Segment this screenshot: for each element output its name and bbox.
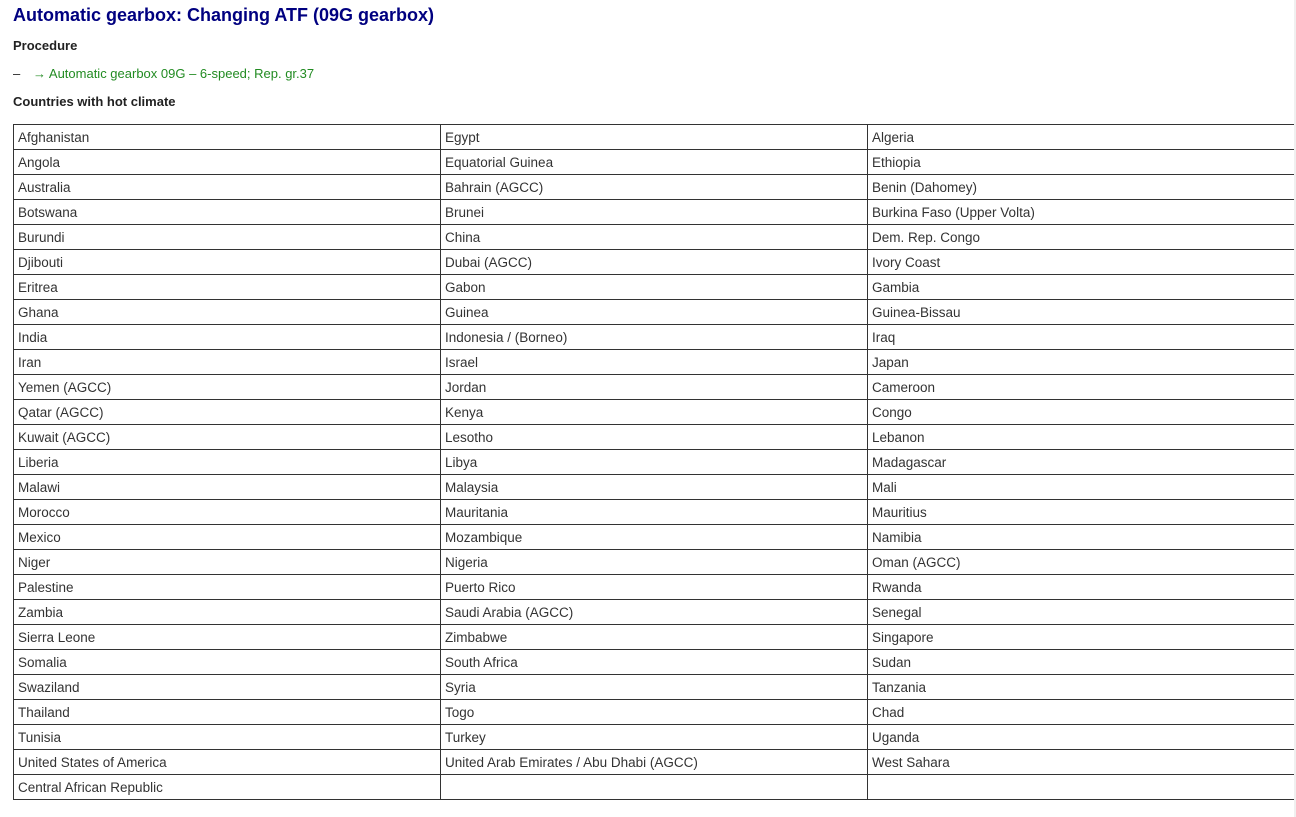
table-row	[14, 675, 1295, 700]
table-row	[14, 700, 1295, 725]
countries-heading: Countries with hot climate	[13, 94, 176, 109]
country-cell: Rwanda	[868, 575, 1295, 600]
country-cell: Mozambique	[441, 525, 868, 550]
table-row	[14, 150, 1295, 175]
table-row	[14, 350, 1295, 375]
table-row	[14, 225, 1295, 250]
country-cell: Saudi Arabia (AGCC)	[441, 600, 868, 625]
country-cell: Lesotho	[441, 425, 868, 450]
country-cell: Liberia	[14, 450, 441, 475]
table-row	[14, 375, 1295, 400]
country-cell: Senegal	[868, 600, 1295, 625]
country-cell: Chad	[868, 700, 1295, 725]
gearbox-repair-reference-link[interactable]: → Automatic gearbox 09G – 6-speed; Rep. gr.37	[33, 66, 315, 81]
country-cell: Togo	[441, 700, 868, 725]
table-row	[14, 550, 1295, 575]
procedure-step	[13, 66, 1294, 82]
country-cell: Mauritius	[868, 500, 1295, 525]
table-row	[14, 600, 1295, 625]
country-cell: United States of America	[14, 750, 441, 775]
country-cell: Palestine	[14, 575, 441, 600]
country-cell: Congo	[868, 400, 1295, 425]
table-row	[14, 650, 1295, 675]
country-cell: Oman (AGCC)	[868, 550, 1295, 575]
country-cell: Zambia	[14, 600, 441, 625]
table-row	[14, 725, 1295, 750]
country-cell: Mauritania	[441, 500, 868, 525]
country-cell: Puerto Rico	[441, 575, 868, 600]
country-cell: United Arab Emirates / Abu Dhabi (AGCC)	[441, 750, 868, 775]
table-row	[14, 450, 1295, 475]
table-row	[14, 500, 1295, 525]
country-cell: Thailand	[14, 700, 441, 725]
country-cell: Bahrain (AGCC)	[441, 175, 868, 200]
country-cell: Egypt	[441, 125, 868, 150]
country-cell: Mexico	[14, 525, 441, 550]
country-cell: Lebanon	[868, 425, 1295, 450]
table-row	[14, 400, 1295, 425]
country-cell: Qatar (AGCC)	[14, 400, 441, 425]
country-cell: Libya	[441, 450, 868, 475]
country-cell: Jordan	[441, 375, 868, 400]
country-cell: Burundi	[14, 225, 441, 250]
country-cell: Algeria	[868, 125, 1295, 150]
country-cell: Equatorial Guinea	[441, 150, 868, 175]
table-row	[14, 425, 1295, 450]
country-cell: Zimbabwe	[441, 625, 868, 650]
countries-table	[13, 124, 1295, 800]
country-cell: Nigeria	[441, 550, 868, 575]
country-cell: Uganda	[868, 725, 1295, 750]
country-cell: Iran	[14, 350, 441, 375]
country-cell: Australia	[14, 175, 441, 200]
table-row	[14, 325, 1295, 350]
country-cell: Singapore	[868, 625, 1295, 650]
country-cell: Afghanistan	[14, 125, 441, 150]
country-cell: Sudan	[868, 650, 1295, 675]
country-cell: Ethiopia	[868, 150, 1295, 175]
country-cell: Eritrea	[14, 275, 441, 300]
table-row	[14, 175, 1295, 200]
country-cell: West Sahara	[868, 750, 1295, 775]
table-row	[14, 275, 1295, 300]
country-cell: Namibia	[868, 525, 1295, 550]
country-cell: Japan	[868, 350, 1295, 375]
country-cell: Guinea	[441, 300, 868, 325]
country-cell: Mali	[868, 475, 1295, 500]
country-cell: Ivory Coast	[868, 250, 1295, 275]
country-cell: Turkey	[441, 725, 868, 750]
country-cell: Morocco	[14, 500, 441, 525]
country-cell: Tanzania	[868, 675, 1295, 700]
country-cell: Indonesia / (Borneo)	[441, 325, 868, 350]
country-cell: Cameroon	[868, 375, 1295, 400]
country-cell: Dem. Rep. Congo	[868, 225, 1295, 250]
country-cell: Brunei	[441, 200, 868, 225]
country-cell: Israel	[441, 350, 868, 375]
country-cell: Niger	[14, 550, 441, 575]
country-cell: Guinea-Bissau	[868, 300, 1295, 325]
country-cell: Burkina Faso (Upper Volta)	[868, 200, 1295, 225]
country-cell: Madagascar	[868, 450, 1295, 475]
document-page	[13, 4, 1294, 795]
country-cell: Dubai (AGCC)	[441, 250, 868, 275]
table-row	[14, 525, 1295, 550]
country-cell: Botswana	[14, 200, 441, 225]
country-cell: Malaysia	[441, 475, 868, 500]
table-row	[14, 200, 1295, 225]
country-cell: Benin (Dahomey)	[868, 175, 1295, 200]
countries-table-body	[14, 125, 1295, 800]
country-cell: Sierra Leone	[14, 625, 441, 650]
country-cell: Gabon	[441, 275, 868, 300]
country-cell	[868, 775, 1295, 800]
country-cell: Iraq	[868, 325, 1295, 350]
table-row	[14, 125, 1295, 150]
table-row	[14, 475, 1295, 500]
procedure-heading: Procedure	[13, 38, 78, 53]
country-cell: Kenya	[441, 400, 868, 425]
country-cell: Somalia	[14, 650, 441, 675]
country-cell: India	[14, 325, 441, 350]
table-row	[14, 300, 1295, 325]
country-cell: Kuwait (AGCC)	[14, 425, 441, 450]
country-cell: Syria	[441, 675, 868, 700]
country-cell: Angola	[14, 150, 441, 175]
table-row	[14, 625, 1295, 650]
country-cell: Djibouti	[14, 250, 441, 275]
table-row	[14, 750, 1295, 775]
country-cell: China	[441, 225, 868, 250]
country-cell: Tunisia	[14, 725, 441, 750]
country-cell: Yemen (AGCC)	[14, 375, 441, 400]
country-cell: Ghana	[14, 300, 441, 325]
list-dash: –	[13, 66, 21, 81]
country-cell	[441, 775, 868, 800]
page-title: Automatic gearbox: Changing ATF (09G gearbox)	[13, 5, 435, 25]
table-row	[14, 250, 1295, 275]
country-cell: Gambia	[868, 275, 1295, 300]
country-cell: South Africa	[441, 650, 868, 675]
country-cell: Central African Republic	[14, 775, 441, 800]
table-row	[14, 575, 1295, 600]
country-cell: Swaziland	[14, 675, 441, 700]
country-cell: Malawi	[14, 475, 441, 500]
table-row	[14, 775, 1295, 800]
